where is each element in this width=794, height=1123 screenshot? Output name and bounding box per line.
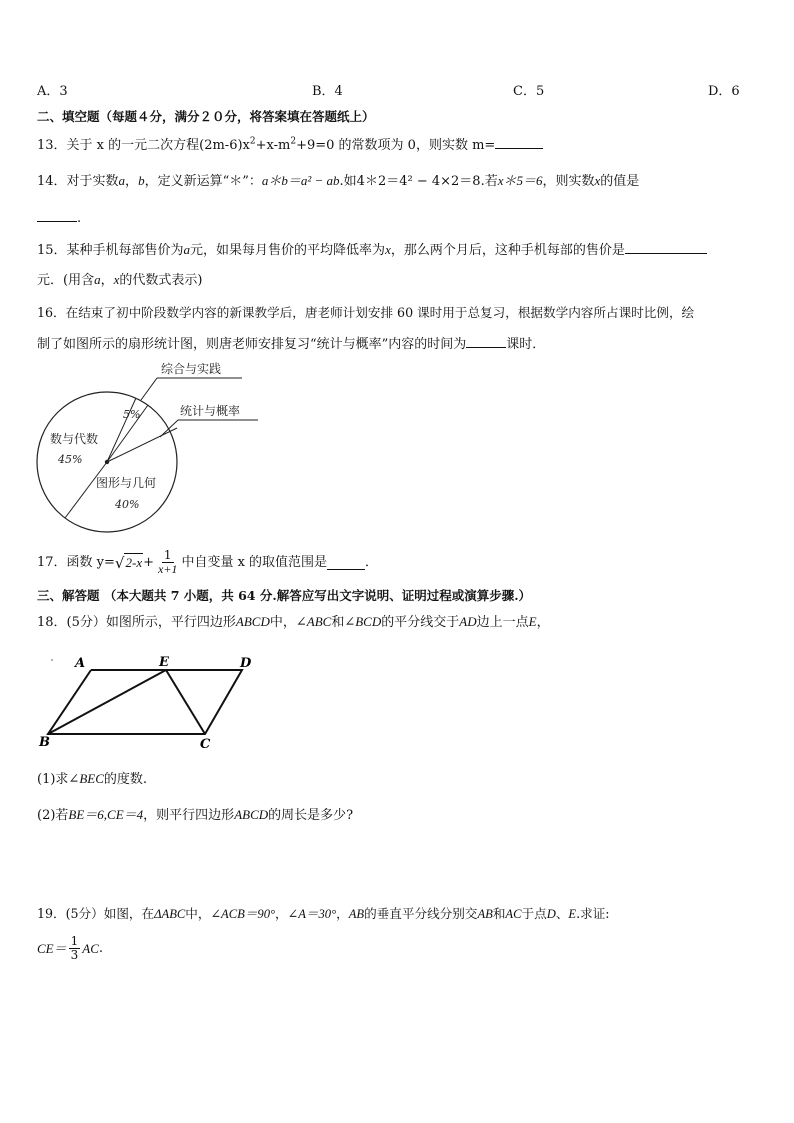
question-13: 13．关于 x 的一元二次方程$(2m-6)x^2+x-m^2+9=0$ 的常数项为 0，则实数 m= bbox=[37, 135, 543, 155]
choice-c: C．5 bbox=[513, 84, 545, 99]
vertex-b: B bbox=[39, 735, 50, 750]
sector-line-tuxing-end bbox=[65, 462, 107, 518]
vertex-a: A bbox=[75, 656, 86, 671]
fraction-17: $\frac{1}{x+1}$ bbox=[158, 548, 178, 576]
vertex-c: C bbox=[200, 737, 211, 752]
question-19: 19．(5分）如图，在ΔABC中，∠ACB＝90°，∠A＝30°，AB的垂直平分线分别交AB和AC于点D、E.求证: bbox=[37, 906, 610, 921]
question-16-line1: 16．在结束了初中阶段数学内容的新课教学后，唐老师计划安排 60 课时用于总复习，根据数学内容所占课时比例，绘 bbox=[37, 305, 695, 320]
pct-tuxing: 40% bbox=[115, 498, 140, 511]
sector-line-tongji-end bbox=[107, 428, 177, 462]
pie-chart-figure bbox=[30, 358, 270, 548]
question-16-line2: 制了如图所示的扇形统计图，则唐老师安排复习“统计与概率”内容的时间为 课时． bbox=[37, 334, 545, 354]
question-15-line2: 元．(用含a，x的代数式表示) bbox=[37, 272, 203, 288]
question-18: 18．(5分）如图所示，平行四边形ABCD中，∠ABC和∠BCD的平分线交于AD边上一点E， bbox=[37, 614, 550, 630]
parallelogram-outline bbox=[48, 670, 242, 734]
question-17: 17．函数 y= √ 2-x + $\frac{1}{x+1}$ 中自变量 x 的取值范围是 ． bbox=[37, 548, 379, 576]
fraction-19: $\frac{1}{3}$ bbox=[70, 934, 79, 962]
label-shuyu: 数与代数 bbox=[50, 432, 99, 446]
parallelogram-figure bbox=[35, 650, 265, 755]
pct-shuyu: 45% bbox=[58, 453, 83, 466]
section2-heading: 二、填空题（每题４分，满分２０分，将答案填在答题纸上） bbox=[37, 109, 375, 124]
label-zonghe: 综合与实践 bbox=[161, 362, 222, 376]
question-18-part2: (2)若BE＝6,CE＝4，则平行四边形ABCD的周长是多少? bbox=[37, 807, 354, 823]
stray-dot bbox=[51, 659, 53, 661]
answer-blank-13[interactable] bbox=[495, 135, 543, 149]
vertex-d: D bbox=[240, 656, 252, 671]
choice-b: B．4 bbox=[312, 84, 343, 99]
choice-d: D．6 bbox=[708, 84, 740, 99]
choice-a: A．3 bbox=[37, 84, 68, 99]
question-14: 14．对于实数a，b，定义新运算“＊”：a＊b＝a² − ab.如4＊2＝4² − 4×2＝8.若x＊5＝6，则实数x的值是 bbox=[37, 173, 640, 189]
question-15-line1: 15．某种手机每部售价为a元，如果每月售价的平均降低率为x，那么两个月后，这种手机每部的售价是 bbox=[37, 240, 707, 260]
label-tongji: 统计与概率 bbox=[180, 404, 241, 418]
question-19-claim: CE＝ $\frac{1}{3}$ AC . bbox=[37, 934, 104, 962]
segment-be bbox=[48, 670, 166, 734]
answer-blank-15[interactable] bbox=[625, 240, 707, 254]
answer-blank-16[interactable] bbox=[466, 334, 506, 348]
answer-blank-17[interactable] bbox=[327, 556, 365, 570]
label-tuxing: 图形与几何 bbox=[96, 476, 157, 490]
answer-blank-14[interactable] bbox=[37, 208, 77, 222]
segment-ce bbox=[166, 670, 205, 734]
section3-heading: 三、解答题 （本大题共 7 小题，共 64 分.解答应写出文字说明、证明过程或演算步骤.） bbox=[37, 588, 532, 603]
vertex-e: E bbox=[159, 655, 169, 670]
pie-center-dot bbox=[105, 460, 109, 464]
question-18-part1: (1)求∠BEC的度数. bbox=[37, 771, 148, 787]
pct-zonghe: 5% bbox=[123, 408, 141, 421]
question-14-answer: . bbox=[37, 208, 81, 228]
leader-line-zonghe bbox=[141, 378, 157, 400]
